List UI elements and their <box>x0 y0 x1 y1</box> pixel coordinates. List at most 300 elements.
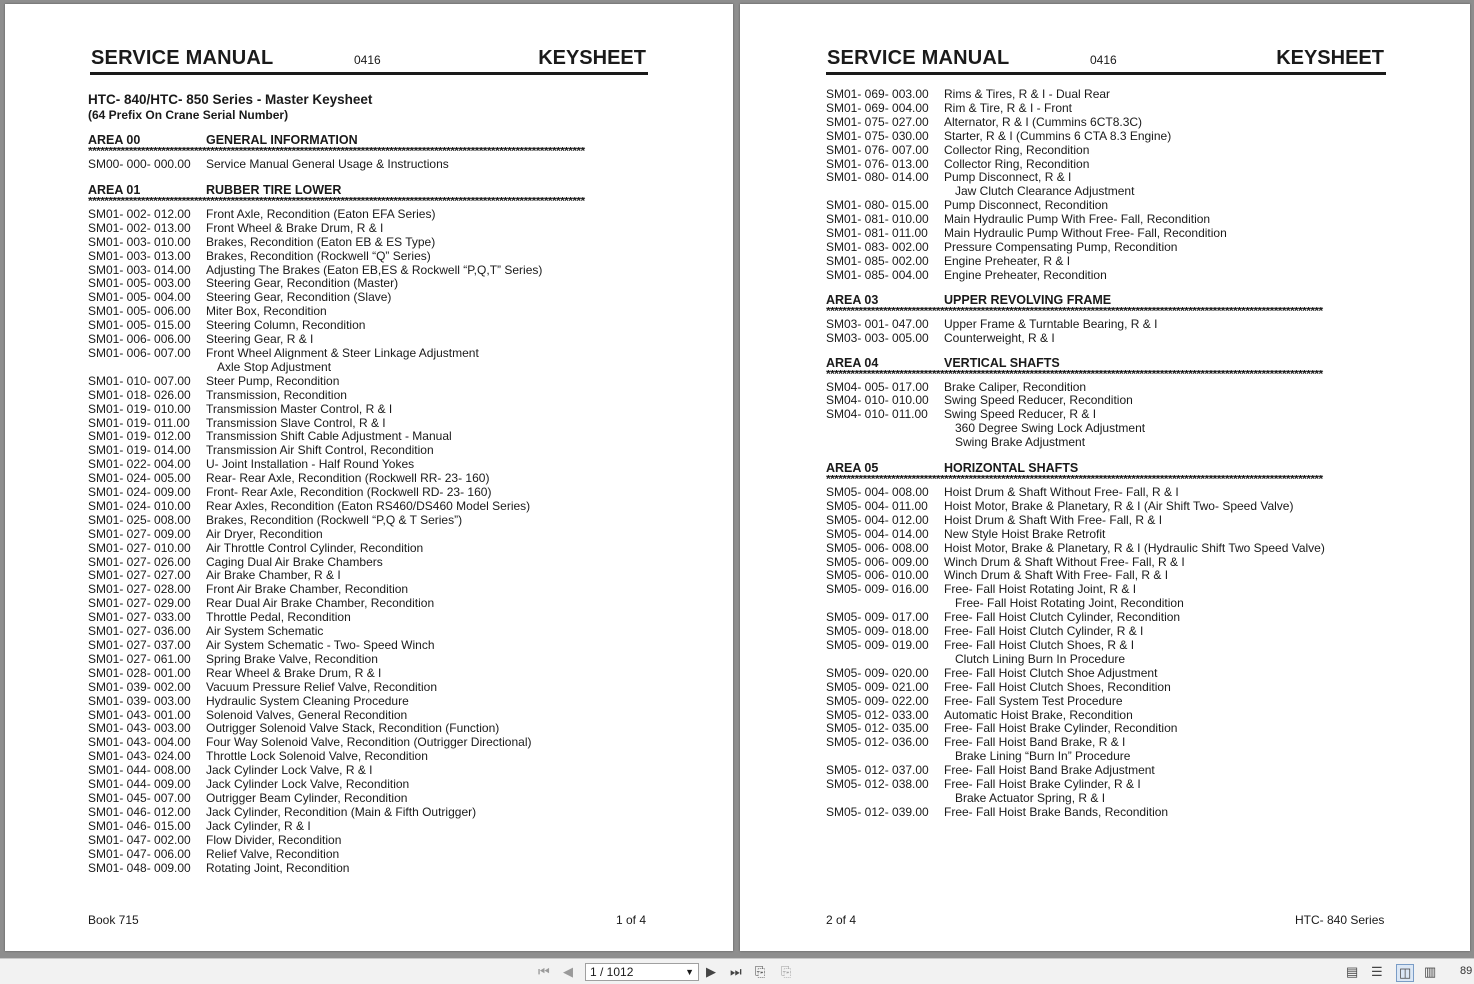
entry-code: SM05- 009- 021.00 <box>826 679 929 694</box>
entry-code: SM01- 039- 003.00 <box>88 693 191 708</box>
star-divider: ************************************************************************************************************************** <box>88 196 585 208</box>
entry-row <box>826 722 1396 736</box>
area-code: AREA 03 <box>826 292 879 307</box>
entry-code: SM04- 010- 011.00 <box>826 407 928 422</box>
entry-row <box>88 514 658 528</box>
entry-row <box>88 695 658 709</box>
entry-row <box>88 820 658 834</box>
entry-row <box>88 639 658 653</box>
entry-row <box>88 542 658 556</box>
entry-code: SM01- 085- 004.00 <box>826 267 929 282</box>
entry-title: Pump Disconnect, R & I <box>944 170 1072 185</box>
entry-row <box>88 444 658 458</box>
entry-code: SM05- 009- 016.00 <box>826 582 929 597</box>
entry-title: Swing Speed Reducer, R & I <box>944 407 1097 422</box>
entry-list <box>826 667 1396 750</box>
entry-title: Steering Column, Recondition <box>206 318 366 333</box>
entry-row <box>826 764 1396 778</box>
entry-title: Free- Fall Hoist Rotating Joint, R & I <box>944 582 1137 597</box>
entry-row <box>88 611 658 625</box>
entry-title: Flow Divider, Recondition <box>206 832 342 847</box>
entry-code: SM01- 081- 011.00 <box>826 226 928 241</box>
entry-code: SM01- 005- 006.00 <box>88 304 191 319</box>
entry-row <box>88 430 658 444</box>
entry-code: SM01- 027- 027.00 <box>88 568 191 583</box>
entry-code: SM01- 005- 015.00 <box>88 318 191 333</box>
entry-row <box>88 472 658 486</box>
entry-code: SM01- 043- 003.00 <box>88 721 191 736</box>
entry-row <box>826 116 1396 130</box>
area-name: VERTICAL SHAFTS <box>944 355 1060 370</box>
header-code: 0416 <box>1090 53 1117 67</box>
entry-title: Hoist Motor, Brake & Planetary, R & I (Air Shift Two- Speed Valve) <box>944 498 1294 513</box>
entry-row <box>88 250 658 264</box>
go-forward-icon[interactable]: ⎘ <box>781 964 792 979</box>
entry-title: Swing Speed Reducer, Recondition <box>944 393 1133 408</box>
entry-title: Main Hydraulic Pump With Free- Fall, Recondition <box>944 212 1211 227</box>
entry-code: SM01- 022- 004.00 <box>88 457 191 472</box>
entry-code: SM01- 043- 004.00 <box>88 735 191 750</box>
entry-title: Counterweight, R & I <box>944 330 1055 345</box>
entry-row <box>826 542 1396 556</box>
entry-code: SM01- 027- 026.00 <box>88 554 191 569</box>
entry-title: Starter, R & I (Cummins 6 CTA 8.3 Engine) <box>944 128 1172 143</box>
entry-title: Rear- Rear Axle, Recondition (Rockwell RR- 23- 160) <box>206 471 490 486</box>
entry-title: Transmission Master Control, R & I <box>206 401 393 416</box>
star-divider: ************************************************************************************************************************** <box>826 369 1323 381</box>
entry-code: SM01- 085- 002.00 <box>826 253 929 268</box>
entry-title: Front Wheel & Brake Drum, R & I <box>206 220 384 235</box>
entry-title: Throttle Pedal, Recondition <box>206 610 351 625</box>
area-name: GENERAL INFORMATION <box>206 133 358 147</box>
area-heading <box>826 293 1396 307</box>
entry-title: Miter Box, Recondition <box>206 304 327 319</box>
entry-title: Brakes, Recondition (Rockwell “P,Q & T Series”) <box>206 512 463 527</box>
entry-row <box>826 778 1396 792</box>
entry-title: Free- Fall Hoist Brake Bands, Recondition <box>944 804 1169 819</box>
entry-title: Adjusting The Brakes (Eaton EB,ES & Rockwell “P,Q,T” Series) <box>206 262 543 277</box>
entry-title: Rear Dual Air Brake Chamber, Recondition <box>206 596 435 611</box>
entry-code: SM01- 069- 004.00 <box>826 100 929 115</box>
entry-title: Steering Gear, Recondition (Slave) <box>206 290 392 305</box>
entry-code: SM01- 043- 001.00 <box>88 707 191 722</box>
entry-row <box>88 291 658 305</box>
entry-code: SM01- 039- 002.00 <box>88 679 191 694</box>
entry-title: Brake Caliper, Recondition <box>944 379 1087 394</box>
entry-row <box>826 318 1396 332</box>
entry-title: Brakes, Recondition (Rockwell “Q” Series) <box>206 248 431 263</box>
entry-row <box>88 264 658 278</box>
entry-title: New Style Hoist Brake Retrofit <box>944 526 1106 541</box>
entry-title: Free- Fall Hoist Clutch Shoe Adjustment <box>944 665 1158 680</box>
entry-code: SM01- 027- 061.00 <box>88 651 191 666</box>
entry-code: SM01- 076- 007.00 <box>826 142 929 157</box>
entry-list <box>88 375 658 876</box>
entry-code: SM05- 012- 037.00 <box>826 763 929 778</box>
page-number-input[interactable] <box>585 963 699 981</box>
entry-code: SM01- 045- 007.00 <box>88 790 191 805</box>
last-page-icon[interactable]: ⏭ <box>730 964 742 979</box>
entry-row <box>88 528 658 542</box>
entry-row <box>826 806 1396 820</box>
entry-code: SM01- 046- 015.00 <box>88 818 191 833</box>
entry-code: SM05- 004- 014.00 <box>826 526 929 541</box>
page-header <box>90 47 648 75</box>
entry-row <box>88 848 658 862</box>
entry-continuation: Brake Actuator Spring, R & I <box>955 790 1106 805</box>
entry-title: Air System Schematic <box>206 624 324 639</box>
footer-series: HTC- 840 Series <box>1295 913 1385 927</box>
entry-row <box>88 375 658 389</box>
entry-code: SM01- 024- 005.00 <box>88 471 191 486</box>
entry-row <box>826 625 1396 639</box>
entry-row <box>826 88 1396 102</box>
entry-title: Alternator, R & I (Cummins 6CT8.3C) <box>944 114 1143 129</box>
entry-list <box>826 381 1396 423</box>
entry-row <box>826 556 1396 570</box>
entry-title: Steering Gear, R & I <box>206 332 314 347</box>
entry-code: SM01- 027- 009.00 <box>88 526 191 541</box>
entry-row <box>88 236 658 250</box>
entry-row <box>826 569 1396 583</box>
entry-row <box>826 695 1396 709</box>
entry-row <box>826 667 1396 681</box>
area-heading <box>826 461 1396 475</box>
entry-code: SM01- 080- 014.00 <box>826 170 929 185</box>
entry-title: Free- Fall Hoist Brake Cylinder, R & I <box>944 777 1141 792</box>
entry-code: SM01- 024- 009.00 <box>88 485 191 500</box>
area-name: HORIZONTAL SHAFTS <box>944 461 1079 476</box>
entry-code: SM05- 009- 017.00 <box>826 610 929 625</box>
entry-title: Free- Fall Hoist Band Brake, R & I <box>944 735 1126 750</box>
star-divider: ************************************************************************************************************************** <box>826 475 1323 487</box>
entry-code: SM01- 044- 008.00 <box>88 763 191 778</box>
entry-list <box>826 318 1396 346</box>
entry-title: Outrigger Beam Cylinder, Recondition <box>206 790 408 805</box>
entry-title: Collector Ring, Recondition <box>944 156 1090 171</box>
entry-row <box>826 269 1396 283</box>
entry-title: Winch Drum & Shaft Without Free- Fall, R & I <box>944 554 1185 569</box>
entry-row <box>826 486 1396 500</box>
entry-code: SM01- 046- 012.00 <box>88 804 191 819</box>
document-subtitle: (64 Prefix On Crane Serial Number) <box>88 108 289 122</box>
entry-title: Rotating Joint, Recondition <box>206 860 350 875</box>
entry-code: SM05- 012- 036.00 <box>826 735 929 750</box>
entry-code: SM01- 027- 033.00 <box>88 610 191 625</box>
entry-title: Free- Fall Hoist Clutch Shoes, R & I <box>944 638 1135 652</box>
continuous-view-icon[interactable]: ☰ <box>1371 964 1383 979</box>
prev-page-icon[interactable]: ◀ <box>563 964 573 979</box>
entry-row <box>88 347 658 361</box>
entry-row <box>826 528 1396 542</box>
area-code: AREA 00 <box>88 133 141 147</box>
entry-code: SM01- 024- 010.00 <box>88 498 191 513</box>
entry-title: Rear Axles, Recondition (Eaton RS460/DS460 Model Series) <box>206 498 531 513</box>
entry-row <box>88 486 658 500</box>
entry-title: Free- Fall Hoist Clutch Shoes, Recondition <box>944 679 1171 694</box>
footer-book: Book 715 <box>88 913 139 927</box>
entry-row <box>826 144 1396 158</box>
entry-row <box>88 583 658 597</box>
entry-title: Free- Fall System Test Procedure <box>944 693 1123 708</box>
two-page-continuous-icon[interactable]: ▥ <box>1424 964 1437 979</box>
entry-row <box>826 199 1396 213</box>
zoom-level[interactable]: 89 <box>1460 965 1473 977</box>
entry-code: SM01- 003- 014.00 <box>88 262 191 277</box>
entry-title: U- Joint Installation - Half Round Yokes <box>206 457 415 472</box>
entry-row <box>88 305 658 319</box>
entry-title: Brakes, Recondition (Eaton EB & ES Type) <box>206 234 436 249</box>
document-title: HTC- 840/HTC- 850 Series - Master Keysheet <box>88 92 373 107</box>
entry-code: SM05- 004- 008.00 <box>826 485 929 500</box>
entry-row <box>88 569 658 583</box>
entry-row <box>88 806 658 820</box>
entry-code: SM01- 028- 001.00 <box>88 665 191 680</box>
entry-title: Rear Wheel & Brake Drum, R & I <box>206 665 382 680</box>
page-body <box>826 88 1396 820</box>
entry-row <box>826 408 1396 422</box>
entry-row <box>826 171 1396 185</box>
entry-code: SM01- 005- 003.00 <box>88 276 191 291</box>
entry-row <box>88 208 658 222</box>
entry-row <box>88 389 658 403</box>
entry-code: SM05- 012- 038.00 <box>826 777 929 792</box>
viewer-toolbar <box>0 958 1474 984</box>
entry-title: Pressure Compensating Pump, Recondition <box>944 239 1178 254</box>
entry-title: Air Dryer, Recondition <box>206 526 323 541</box>
entry-code: SM04- 005- 017.00 <box>826 379 929 394</box>
entry-code: SM01- 025- 008.00 <box>88 512 191 527</box>
entry-code: SM05- 009- 022.00 <box>826 693 929 708</box>
entry-row <box>88 319 658 333</box>
entry-code: SM01- 002- 013.00 <box>88 220 191 235</box>
entry-code: SM01- 076- 013.00 <box>826 156 929 171</box>
entry-row <box>88 403 658 417</box>
entry-code: SM01- 081- 010.00 <box>826 212 929 227</box>
entry-code: SM03- 003- 005.00 <box>826 330 929 345</box>
star-divider: ************************************************************************************************************************** <box>826 306 1323 318</box>
entry-row <box>88 222 658 236</box>
entry-title: Engine Preheater, R & I <box>944 253 1071 268</box>
entry-code: SM01- 006- 007.00 <box>88 345 191 360</box>
entry-title: Steering Gear, Recondition (Master) <box>206 276 399 291</box>
entry-code: SM01- 002- 012.00 <box>88 206 191 221</box>
entry-title: Engine Preheater, Recondition <box>944 267 1107 282</box>
area-code: AREA 01 <box>88 182 141 197</box>
entry-row <box>826 583 1396 597</box>
entry-row <box>88 709 658 723</box>
entry-code: SM05- 009- 020.00 <box>826 665 929 680</box>
single-page-view-icon[interactable]: ▤ <box>1346 964 1359 979</box>
entry-row <box>88 722 658 736</box>
area-name: UPPER REVOLVING FRAME <box>944 292 1112 307</box>
entry-title: Hoist Motor, Brake & Planetary, R & I (Hydraulic Shift Two Speed Valve) <box>944 540 1325 555</box>
entry-row <box>826 681 1396 695</box>
entry-code: SM01- 019- 010.00 <box>88 401 191 416</box>
header-keysheet: KEYSHEET <box>538 47 646 69</box>
entry-code: SM05- 004- 012.00 <box>826 512 929 527</box>
entry-title: Jack Cylinder, Recondition (Main & Fifth Outrigger) <box>206 804 477 819</box>
header-keysheet: KEYSHEET <box>1276 47 1384 69</box>
entry-title: Transmission Shift Cable Adjustment - Manual <box>206 429 452 444</box>
entry-row <box>88 277 658 291</box>
entry-continuation: Free- Fall Hoist Rotating Joint, Recondition <box>955 596 1184 611</box>
entry-row <box>826 381 1396 395</box>
entry-row <box>826 102 1396 116</box>
entry-row <box>826 255 1396 269</box>
entry-code: SM01- 003- 010.00 <box>88 234 191 249</box>
entry-code: SM01- 083- 002.00 <box>826 239 929 254</box>
entry-code: SM01- 003- 013.00 <box>88 248 191 263</box>
star-divider: ************************************************************************************************************************** <box>88 147 585 158</box>
entry-title: Caging Dual Air Brake Chambers <box>206 554 383 569</box>
entry-title: Air Brake Chamber, R & I <box>206 568 341 583</box>
entry-code: SM04- 010- 010.00 <box>826 393 929 408</box>
entry-title: Winch Drum & Shaft With Free- Fall, R & I <box>944 568 1169 583</box>
entry-title: Outrigger Solenoid Valve Stack, Recondition (Function) <box>206 721 500 736</box>
entry-row <box>826 332 1396 346</box>
entry-row <box>826 500 1396 514</box>
footer-page-number: 1 of 4 <box>616 913 647 927</box>
entry-title: Jack Cylinder, R & I <box>206 818 311 833</box>
entry-list <box>826 88 1396 185</box>
entry-title: Air System Schematic - Two- Speed Winch <box>206 638 435 652</box>
chevron-down-icon[interactable]: ▼ <box>685 967 694 977</box>
entry-code: SM01- 047- 006.00 <box>88 846 191 861</box>
entry-continuation: Jaw Clutch Clearance Adjustment <box>955 184 1135 199</box>
entry-row <box>826 213 1396 227</box>
entry-title: Spring Brake Valve, Recondition <box>206 651 378 666</box>
entry-title: Free- Fall Hoist Clutch Cylinder, R & I <box>944 624 1144 639</box>
entry-title: Front Air Brake Chamber, Recondition <box>206 582 409 597</box>
entry-title: Vacuum Pressure Relief Valve, Recondition <box>206 679 437 694</box>
page-1 <box>5 4 733 951</box>
entry-row <box>88 792 658 806</box>
area-name: RUBBER TIRE LOWER <box>206 182 342 197</box>
entry-title: Free- Fall Hoist Brake Cylinder, Recondition <box>944 721 1178 736</box>
page-body <box>88 88 658 875</box>
area-heading <box>826 356 1396 370</box>
entry-title: Rim & Tire, R & I - Front <box>944 100 1073 115</box>
two-page-view-icon[interactable]: ◫ <box>1396 964 1414 982</box>
entry-code: SM01- 048- 009.00 <box>88 860 191 875</box>
entry-code: SM05- 004- 011.00 <box>826 498 928 513</box>
entry-code: SM01- 027- 036.00 <box>88 624 191 639</box>
entry-code: SM01- 006- 006.00 <box>88 332 191 347</box>
entry-code: SM01- 027- 010.00 <box>88 540 191 555</box>
entry-row <box>826 709 1396 723</box>
entry-row <box>88 750 658 764</box>
entry-code: SM01- 019- 014.00 <box>88 443 191 458</box>
entry-row <box>826 130 1396 144</box>
entry-row <box>826 736 1396 750</box>
entry-title: Front- Rear Axle, Recondition (Rockwell RD- 23- 160) <box>206 485 492 500</box>
entry-row <box>826 639 1396 653</box>
entry-row <box>88 333 658 347</box>
entry-row <box>88 862 658 876</box>
entry-code: SM01- 044- 009.00 <box>88 777 191 792</box>
entry-title: Automatic Hoist Brake, Recondition <box>944 707 1133 722</box>
entry-code: SM01- 075- 030.00 <box>826 128 929 143</box>
go-back-icon[interactable]: ⎘ <box>755 964 766 979</box>
entry-code: SM05- 006- 009.00 <box>826 554 929 569</box>
area-heading <box>88 133 658 147</box>
entry-title: Transmission, Recondition <box>206 387 347 402</box>
entry-code: SM01- 080- 015.00 <box>826 198 929 213</box>
entry-row <box>88 653 658 667</box>
entry-code: SM01- 019- 012.00 <box>88 429 191 444</box>
entry-row <box>826 158 1396 172</box>
entry-continuation: 360 Degree Swing Lock Adjustment <box>955 421 1146 436</box>
entry-title: Free- Fall Hoist Band Brake Adjustment <box>944 763 1155 778</box>
entry-title: Upper Frame & Turntable Bearing, R & I <box>944 316 1158 331</box>
entry-title: Jack Cylinder Lock Valve, Recondition <box>206 777 410 792</box>
entry-continuation: Clutch Lining Burn In Procedure <box>955 651 1126 666</box>
entry-continuation: Swing Brake Adjustment <box>955 435 1086 450</box>
entry-list <box>826 199 1396 282</box>
entry-row <box>88 625 658 639</box>
entry-title: Relief Valve, Recondition <box>206 846 340 861</box>
entry-title: Rims & Tires, R & I - Dual Rear <box>944 87 1111 101</box>
entry-code: SM05- 012- 039.00 <box>826 804 929 819</box>
header-title: SERVICE MANUAL <box>91 47 274 69</box>
entry-row <box>826 611 1396 625</box>
entry-row <box>88 158 658 172</box>
entry-row <box>88 681 658 695</box>
entry-row <box>88 667 658 681</box>
entry-title: Solenoid Valves, General Recondition <box>206 707 408 722</box>
entry-code: SM05- 009- 018.00 <box>826 624 929 639</box>
entry-title: Transmission Air Shift Control, Recondition <box>206 443 434 458</box>
entry-title: Throttle Lock Solenoid Valve, Recondition <box>206 749 428 764</box>
page-header <box>826 47 1386 75</box>
entry-code: SM01- 005- 004.00 <box>88 290 191 305</box>
entry-code: SM01- 043- 024.00 <box>88 749 191 764</box>
first-page-icon[interactable]: ⏮ <box>538 964 550 979</box>
entry-code: SM01- 027- 028.00 <box>88 582 191 597</box>
entry-code: SM01- 075- 027.00 <box>826 114 929 129</box>
entry-list <box>826 764 1396 792</box>
entry-code: SM03- 001- 047.00 <box>826 316 929 331</box>
entry-title: Four Way Solenoid Valve, Recondition (Outrigger Directional) <box>206 735 532 750</box>
header-code: 0416 <box>354 53 381 67</box>
entry-row <box>88 597 658 611</box>
entry-code: SM01- 027- 029.00 <box>88 596 191 611</box>
entry-code: SM01- 019- 011.00 <box>88 415 190 430</box>
next-page-icon[interactable]: ▶ <box>706 964 716 979</box>
entry-title: Pump Disconnect, Recondition <box>944 198 1109 213</box>
area-heading <box>88 183 658 197</box>
entry-title: Transmission Slave Control, R & I <box>206 415 386 430</box>
entry-continuation: Brake Lining “Burn In” Procedure <box>955 749 1131 764</box>
entry-title: Hydraulic System Cleaning Procedure <box>206 693 409 708</box>
entry-row <box>88 764 658 778</box>
entry-title: Service Manual General Usage & Instructions <box>206 157 449 171</box>
footer-page-number: 2 of 4 <box>826 913 857 927</box>
entry-list <box>88 158 658 172</box>
entry-row <box>826 514 1396 528</box>
page-number-value: 1 / 1012 <box>590 965 634 979</box>
entry-title: Free- Fall Hoist Clutch Cylinder, Recondition <box>944 610 1181 625</box>
area-code: AREA 05 <box>826 461 879 476</box>
area-code: AREA 04 <box>826 355 879 370</box>
entry-title: Main Hydraulic Pump Without Free- Fall, Recondition <box>944 226 1227 241</box>
entry-title: Steer Pump, Recondition <box>206 373 340 388</box>
entry-code: SM05- 012- 035.00 <box>826 721 929 736</box>
entry-row <box>88 417 658 431</box>
entry-row <box>826 227 1396 241</box>
entry-code: SM00- 000- 000.00 <box>88 157 191 171</box>
